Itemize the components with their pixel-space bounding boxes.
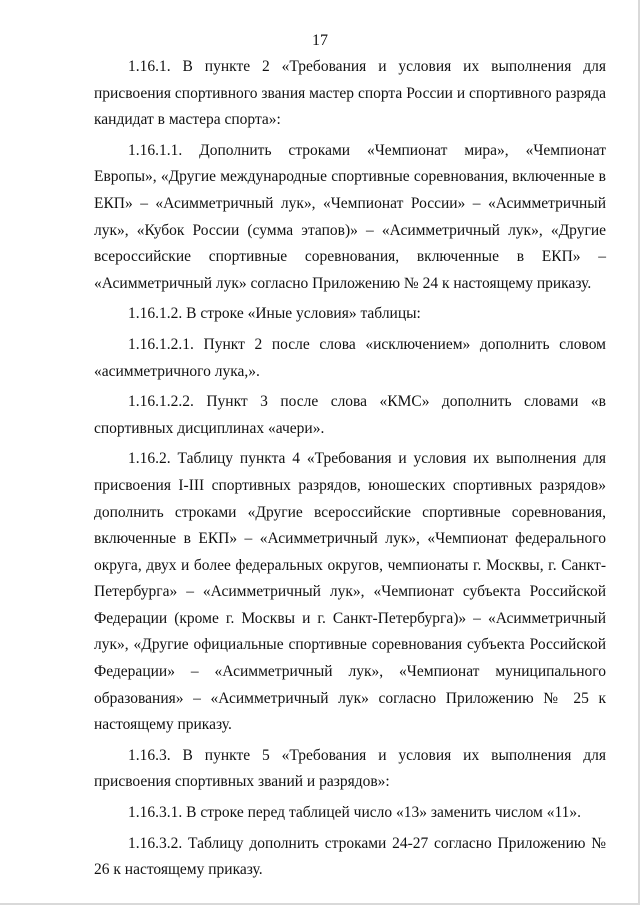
paragraph-1-16-1-2-2: 1.16.1.2.2. Пункт 3 после слова «КМС» дополнить словами «в спортивных дисциплинах «ачери». — [94, 393, 606, 437]
page-number: 17 — [312, 32, 328, 49]
paragraph-1-16-1: 1.16.1. В пункте 2 «Требования и условия их выполнения для присвоения спортивного звания мастер спорта России и спортивного разряда кандидат в мастера спорта»: — [94, 58, 606, 129]
paragraph-1-16-1-2-1: 1.16.1.2.1. Пункт 2 после слова «исключением» дополнить словом «асимметричного лука,». — [94, 335, 606, 380]
paragraph-1-16-3-2: 1.16.3.2. Таблицу дополнить строками 24-27 согласно Приложению № 26 к настоящему приказу. — [94, 834, 606, 879]
paragraph-1-16-1-1: 1.16.1.1. Дополнить строками «Чемпионат мира», «Чемпионат Европы», «Другие международные спортивные соревнования, включенные в ЕКП» – «Асимметричный лук», «Чемпионат России» – «Асимметричный лук», «Кубок России (сумма этапов)» – «Асимметричный лук», «Другие всероссийские спортивные соревнования, включенные в ЕКП» – «Асимметричный лук» согласно Приложению № 24 к настоящему приказу. — [94, 141, 606, 292]
paragraph-1-16-3: 1.16.3. В пункте 5 «Требования и условия их выполнения для присвоения спортивных званий и разрядов»: — [94, 746, 606, 791]
document-body — [94, 54, 606, 884]
paragraph-1-16-3-1: 1.16.3.1. В строке перед таблицей число «13» заменить числом «11». — [128, 804, 582, 822]
paragraph-1-16-2: 1.16.2. Таблицу пункта 4 «Требования и условия их выполнения для присвоения I-III спортивных разрядов, юношеских спортивных разрядов» дополнить строками «Другие всероссийские спортивные соревнования, включенные в ЕКП» – «Асимметричный лук», «Чемпионат федерального округа, двух и более федеральных округов, чемпионаты г. Москвы, г. Санкт-Петербурга» – «Асимметричный лук», «Чемпионат субъекта Российской Федерации (кроме г. Москвы и г. Санкт-Петербурга)» – «Асимметричный лук», «Другие официальные спортивные соревнования субъекта Российской Федерации» – «Асимметричный лук», «Чемпионат муниципального образования» – «Асимметричный лук» согласно Приложению № 25 к настоящему приказу. — [94, 450, 606, 734]
paragraph-1-16-1-2: 1.16.1.2. В строке «Иные условия» таблицы: — [128, 305, 421, 323]
